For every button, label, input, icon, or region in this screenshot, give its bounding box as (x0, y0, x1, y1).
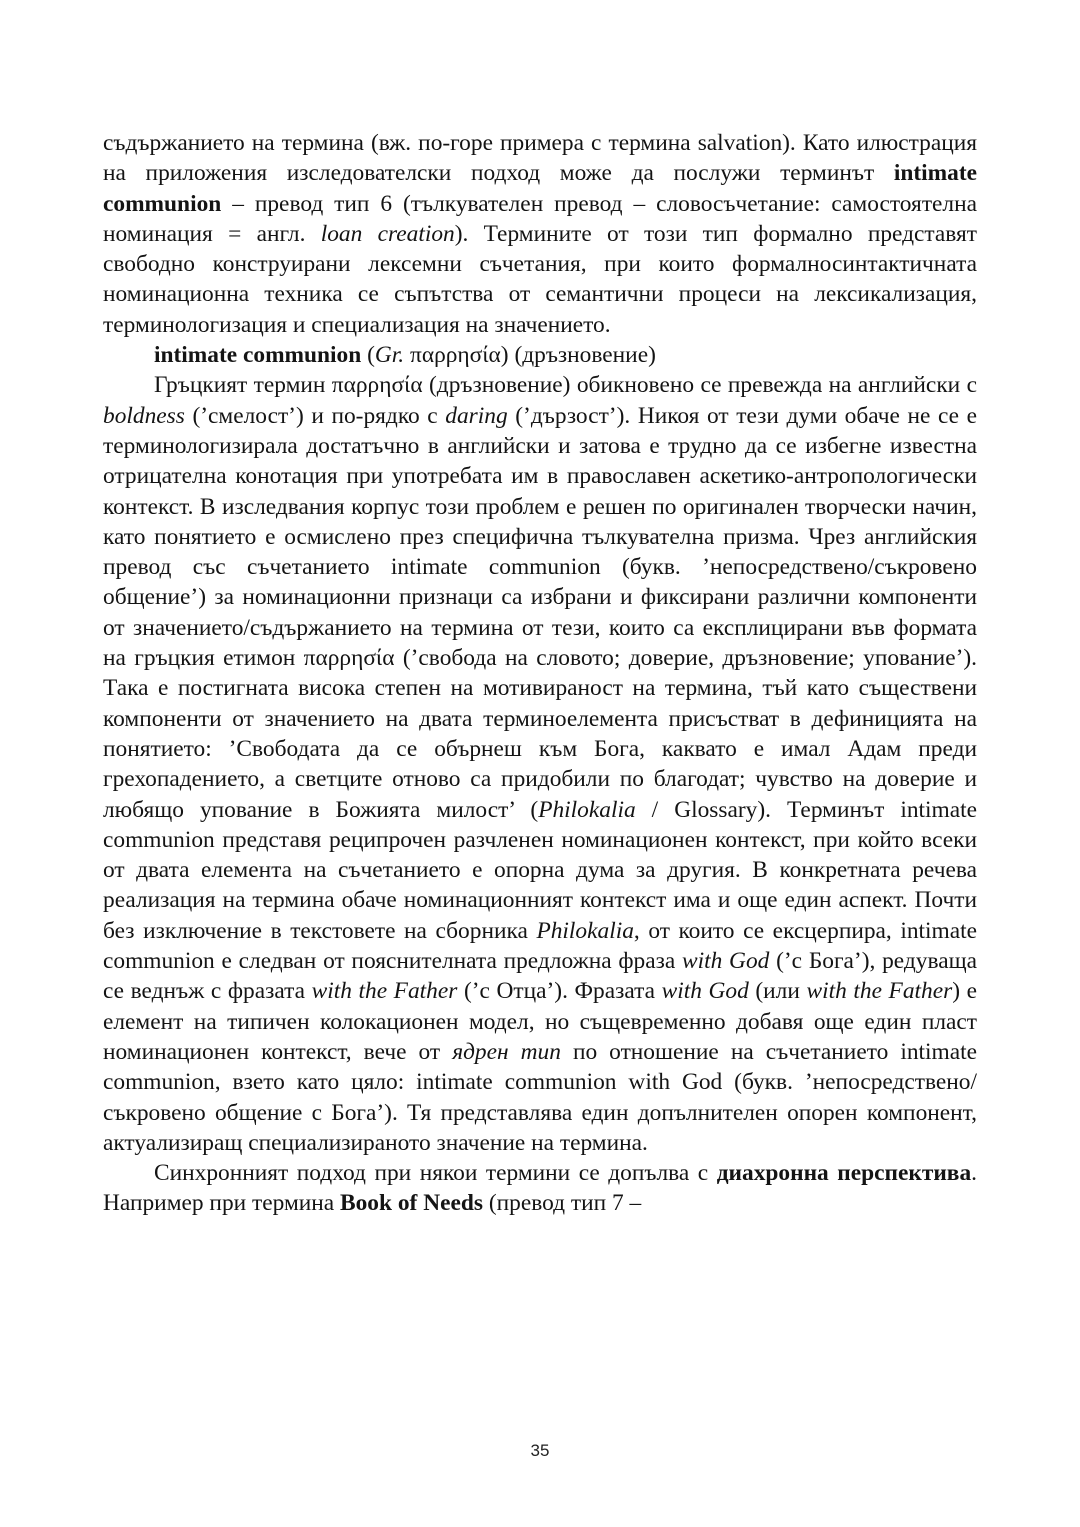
italic-phrase: with the Father (311, 978, 458, 1005)
text-run: (или (748, 978, 807, 1005)
text-run: , от които се ексцерпира, intimate communion е следван от пояснителната предложна фраза (103, 917, 977, 975)
text-run: (’дързост’). Никоя от тези думи обаче не се е терминологизирала достатъчно в английски и затова е трудно да се избегне известна отрицателна конотация при употребата им в православен аскетико-антропологически контекст. В изследвания корпус този проблем е решен по оригинален творчески начин, като понятието е осмислено през специфична тълкувателна призма. Чрез английския превод със съчетанието intimate communion (букв. ’непосредствено/съкровено общение’) за номинационни признаци са избрани и фиксирани различни компоненти от значението/съдържанието на термина от тези, които са експлицирани във формата на гръцкия етимон παρρησία (’свобода на словото; доверие, дръзновение; упование’). Така е постигната висока степен на мотивираност на термина, тъй като съществени компоненти от значението на двата терминоелемента присъстват в дефиницията на понятието: ’Свободата да се обърнеш към Бога, каквато е имал Адам преди грехопадението, а светците отново са придобили по благодат; чувство на доверие и любящо упование в Божията милост’ ( (103, 402, 977, 823)
italic-phrase: with God (661, 978, 749, 1005)
text-run: / Glossary). Терминът intimate communion представя реципрочен разчленен номинационен контекст, при който всеки от двата елемента на съчетанието е опорна дума за другия. В конкретната речева реализация на термина обаче номинационният контекст има и още един аспект. Почти без изключение в текстовете на сборника (103, 796, 977, 944)
text-run: по отношение на съчетанието intimate communion, взето като цяло: intimate communion with God (букв. ’непосредствено/съкровено общение с Бога’). Тя представлява един допълнителен опорен компонент, актуализиращ специализираното значение на термина. (103, 1038, 977, 1156)
paragraph-term-heading (103, 340, 977, 370)
text-run: Синхронният подход при някои термини се допълва с (154, 1160, 717, 1187)
text-run: съдържанието на термина (вж. по-горе примера с термина salvation). Като илюстрация на приложения изследователски подход може да послужи терминът (103, 130, 977, 187)
italic-phrase: Philokalia (536, 917, 634, 944)
paragraph-discussion (103, 370, 977, 1158)
paragraph-intro (103, 128, 977, 340)
italic-phrase: daring (445, 402, 508, 429)
text-run: (’с Отца’). Фразата (457, 978, 662, 1005)
text-run: ) е елемент на типичен колокационен модел, но същевременно добавя още един пласт номинационен контекст, вече от (103, 978, 977, 1065)
italic-phrase: Philokalia (538, 796, 636, 823)
text-run: ( (361, 342, 375, 369)
italic-phrase: boldness (103, 402, 185, 429)
page-number: 35 (530, 1441, 550, 1460)
text-run: (превод тип 7 – (482, 1190, 642, 1217)
italic-phrase: loan creation (320, 220, 455, 247)
text-run: – превод тип 6 (тълкувателен превод – словосъчетание: самостоятелна номинация = англ. (103, 190, 977, 247)
bold-term: диахронна перспектива (716, 1160, 972, 1187)
text-run: (’с Бога’), редуваща се веднъж с фразата (103, 948, 977, 1005)
italic-phrase: Gr. (374, 342, 405, 369)
page-body (103, 128, 977, 1219)
text-run: ). Термините от този тип формално представят свободно конструирани лексемни съчетания, при които формалносинтактичната номинационна техника се съпътства от семантични процеси на лексикализация, терминологизация и специализация на значението. (103, 220, 978, 338)
text-run: (’смелост’) и по-рядко с (184, 402, 446, 429)
text-run: παρρησία) (дръзновение) (404, 342, 656, 369)
paragraph-diachronic (103, 1158, 977, 1219)
italic-phrase: ядрен тип (452, 1038, 561, 1065)
bold-term: intimate communion (103, 160, 977, 217)
italic-phrase: with the Father (806, 978, 953, 1005)
italic-phrase: with God (682, 948, 770, 975)
text-run: Гръцкият термин παρρησία (дръзновение) обикновено се превежда на английски с (154, 372, 977, 399)
bold-term: Book of Needs (340, 1190, 483, 1217)
bold-term: intimate communion (154, 342, 362, 369)
text-run: . Например при термина (103, 1160, 977, 1217)
